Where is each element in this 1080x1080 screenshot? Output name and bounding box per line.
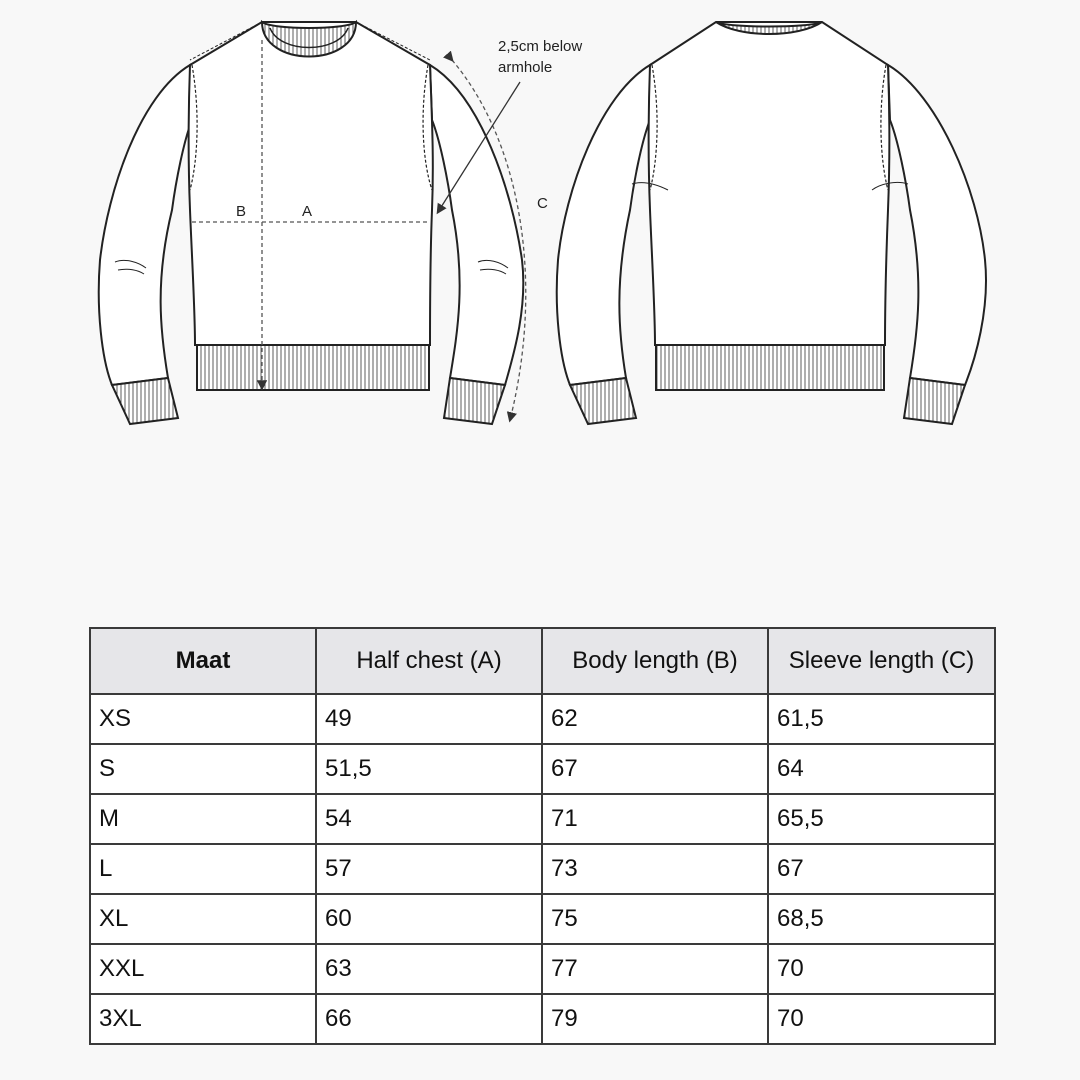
table-row bbox=[90, 994, 995, 1044]
cell-sleeve-length: 70 bbox=[768, 944, 995, 994]
front-view bbox=[99, 22, 524, 424]
cell-size: XXL bbox=[90, 944, 316, 994]
cell-body-length: 75 bbox=[542, 894, 768, 944]
cell-size: XS bbox=[90, 694, 316, 744]
size-table bbox=[89, 627, 996, 1045]
cell-body-length: 67 bbox=[542, 744, 768, 794]
cell-sleeve-length: 67 bbox=[768, 844, 995, 894]
table-row bbox=[90, 894, 995, 944]
table-header-row bbox=[90, 628, 995, 694]
cell-size: L bbox=[90, 844, 316, 894]
cell-half-chest: 57 bbox=[316, 844, 542, 894]
front-right-cuff bbox=[444, 378, 505, 424]
back-view bbox=[557, 22, 986, 424]
cell-half-chest: 63 bbox=[316, 944, 542, 994]
header-body-length: Body length (B) bbox=[542, 628, 768, 694]
cell-body-length: 62 bbox=[542, 694, 768, 744]
label-b: B bbox=[236, 203, 247, 220]
table-row bbox=[90, 794, 995, 844]
cell-half-chest: 60 bbox=[316, 894, 542, 944]
cell-sleeve-length: 70 bbox=[768, 994, 995, 1044]
back-hem-rib bbox=[656, 345, 884, 390]
cell-half-chest: 51,5 bbox=[316, 744, 542, 794]
cell-body-length: 73 bbox=[542, 844, 768, 894]
back-right-cuff bbox=[904, 378, 965, 424]
header-sleeve-length: Sleeve length (C) bbox=[768, 628, 995, 694]
front-hem-rib bbox=[197, 345, 429, 390]
sweater-diagram bbox=[0, 0, 1080, 440]
cell-body-length: 77 bbox=[542, 944, 768, 994]
table-row bbox=[90, 694, 995, 744]
cell-body-length: 79 bbox=[542, 994, 768, 1044]
cell-sleeve-length: 65,5 bbox=[768, 794, 995, 844]
table-row bbox=[90, 744, 995, 794]
back-left-cuff bbox=[570, 378, 636, 424]
label-c: C bbox=[537, 195, 548, 212]
cell-half-chest: 54 bbox=[316, 794, 542, 844]
table-row bbox=[90, 944, 995, 994]
front-right-sleeve bbox=[430, 65, 523, 385]
cell-sleeve-length: 68,5 bbox=[768, 894, 995, 944]
cell-size: M bbox=[90, 794, 316, 844]
front-left-cuff bbox=[112, 378, 178, 424]
header-size: Maat bbox=[90, 628, 316, 694]
back-body bbox=[649, 22, 890, 345]
cell-size: S bbox=[90, 744, 316, 794]
front-left-sleeve bbox=[99, 65, 192, 385]
table-row bbox=[90, 844, 995, 894]
header-half-chest: Half chest (A) bbox=[316, 628, 542, 694]
cell-half-chest: 49 bbox=[316, 694, 542, 744]
annotation-line-1: 2,5cm below bbox=[498, 38, 583, 55]
annotation-line-2: armhole bbox=[498, 59, 553, 76]
cell-size: 3XL bbox=[90, 994, 316, 1044]
label-a: A bbox=[302, 203, 313, 220]
back-left-sleeve bbox=[557, 65, 650, 385]
cell-size: XL bbox=[90, 894, 316, 944]
cell-half-chest: 66 bbox=[316, 994, 542, 1044]
back-right-sleeve bbox=[888, 65, 986, 385]
cell-sleeve-length: 61,5 bbox=[768, 694, 995, 744]
front-body bbox=[189, 22, 433, 345]
cell-sleeve-length: 64 bbox=[768, 744, 995, 794]
cell-body-length: 71 bbox=[542, 794, 768, 844]
